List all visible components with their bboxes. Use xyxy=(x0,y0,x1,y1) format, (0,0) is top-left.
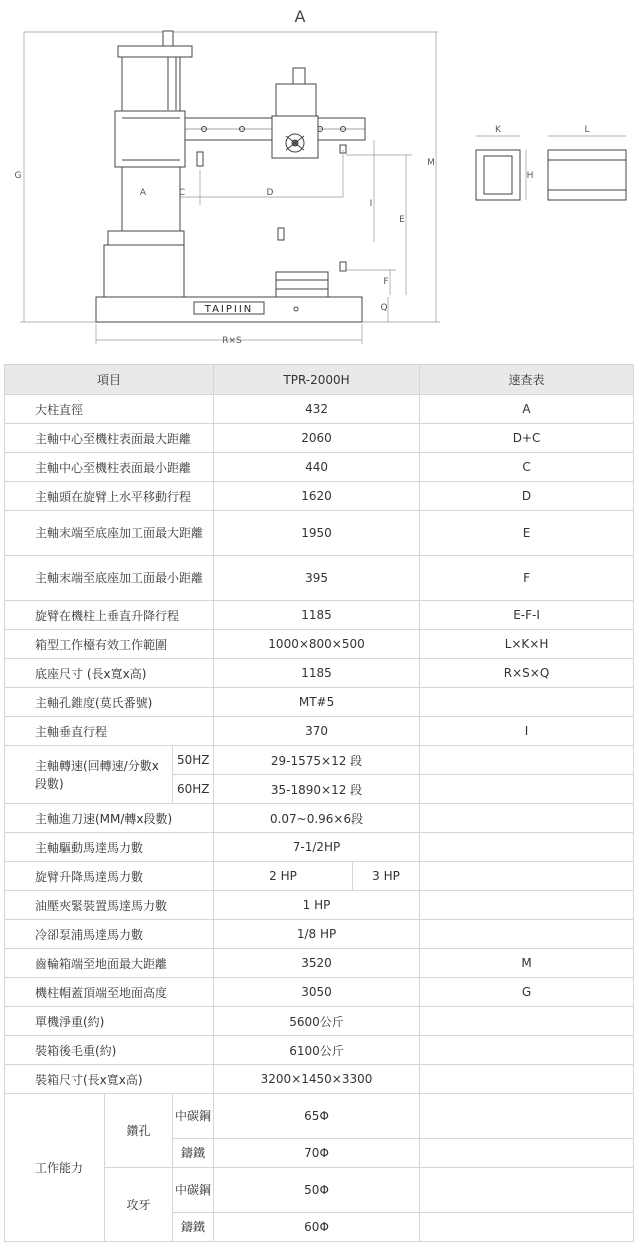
row-value: 1/8 HP xyxy=(214,920,420,949)
row-label: 主軸垂直行程 xyxy=(5,717,214,746)
table-row xyxy=(5,424,634,453)
row-label: 主軸末端至底座加工面最小距離 xyxy=(5,556,214,601)
row-label: 裝箱尺寸(長x寬x高) xyxy=(5,1065,214,1094)
row-value: 440 xyxy=(214,453,420,482)
feed-label: 主軸進刀速(MM/轉x段數) xyxy=(5,804,214,833)
row-label: 齒輪箱端至地面最大距離 xyxy=(5,949,214,978)
table-row xyxy=(5,659,634,688)
drill-iron-material: 鑄鐵 xyxy=(173,1139,214,1168)
table-row xyxy=(5,717,634,746)
table-row xyxy=(5,1094,634,1139)
dim-label-l: L xyxy=(584,125,590,135)
table-row xyxy=(5,891,634,920)
row-label: 底座尺寸 (長x寬x高) xyxy=(5,659,214,688)
brand-label: TAIPIIN xyxy=(204,304,254,315)
row-code: G xyxy=(420,978,634,1007)
table-row xyxy=(5,804,634,833)
row-code: L×K×H xyxy=(420,630,634,659)
row-label: 主軸頭在旋臂上水平移動行程 xyxy=(5,482,214,511)
dim-label-q: Q xyxy=(380,303,388,313)
row-code: I xyxy=(420,717,634,746)
row-label: 大柱直徑 xyxy=(5,395,214,424)
spindle-motor-code-empty xyxy=(420,833,634,862)
row-code xyxy=(420,891,634,920)
drill-iron-value: 70Φ xyxy=(214,1139,420,1168)
feed-value: 0.07~0.96×6段 xyxy=(214,804,420,833)
row-value: 5600公斤 xyxy=(214,1007,420,1036)
table-row xyxy=(5,556,634,601)
dim-label-d: D xyxy=(266,188,274,198)
arm-motor-code-empty xyxy=(420,862,634,891)
table-row xyxy=(5,949,634,978)
capacity-code-empty xyxy=(420,1213,634,1242)
table-row xyxy=(5,833,634,862)
row-value: 3200×1450×3300 xyxy=(214,1065,420,1094)
spec-rows-capacity xyxy=(5,1094,634,1242)
table-row xyxy=(5,1007,634,1036)
row-code: E xyxy=(420,511,634,556)
row-value: 1185 xyxy=(214,601,420,630)
row-value: 3050 xyxy=(214,978,420,1007)
spec-table xyxy=(4,364,634,1242)
tap-label: 攻牙 xyxy=(105,1168,173,1242)
table-row xyxy=(5,453,634,482)
row-code xyxy=(420,1065,634,1094)
dim-label-h: H xyxy=(526,171,534,181)
tap-iron-material: 鑄鐵 xyxy=(173,1213,214,1242)
table-row xyxy=(5,482,634,511)
row-label: 主軸中心至機柱表面最小距離 xyxy=(5,453,214,482)
drill-label: 鑽孔 xyxy=(105,1094,173,1168)
speed-code-empty xyxy=(420,746,634,775)
row-code: R×S×Q xyxy=(420,659,634,688)
table-row xyxy=(5,1036,634,1065)
table-row xyxy=(5,688,634,717)
capacity-code-empty xyxy=(420,1168,634,1213)
row-value: 6100公斤 xyxy=(214,1036,420,1065)
speed-code-empty xyxy=(420,775,634,804)
dim-label-a: A xyxy=(139,188,147,198)
table-row xyxy=(5,978,634,1007)
table-row xyxy=(5,630,634,659)
table-row xyxy=(5,746,634,775)
spec-rows-speed xyxy=(5,746,634,891)
row-label: 主軸末端至底座加工面最大距離 xyxy=(5,511,214,556)
drill-steel-value: 65Φ xyxy=(214,1094,420,1139)
tap-iron-value: 60Φ xyxy=(214,1213,420,1242)
dim-label-e: E xyxy=(399,215,405,225)
spec-rows-a xyxy=(5,395,634,746)
machine-drawing xyxy=(0,0,636,360)
tap-steel-value: 50Φ xyxy=(214,1168,420,1213)
table-header-row xyxy=(5,365,634,395)
dim-label-rxs: R×S xyxy=(222,336,242,346)
header-item: 項目 xyxy=(5,365,214,395)
spindle-motor-label: 主軸驅動馬達馬力數 xyxy=(5,833,214,862)
hz50-label: 50HZ xyxy=(173,746,214,775)
row-value: 370 xyxy=(214,717,420,746)
drill-steel-material: 中碳鋼 xyxy=(173,1094,214,1139)
row-value: 1950 xyxy=(214,511,420,556)
hz60-value: 35-1890×12 段 xyxy=(214,775,420,804)
dim-label-g: G xyxy=(14,171,22,181)
row-code: F xyxy=(420,556,634,601)
dim-label-f: F xyxy=(383,277,389,287)
table-row xyxy=(5,920,634,949)
row-label: 箱型工作檯有效工作範圍 xyxy=(5,630,214,659)
capacity-label: 工作能力 xyxy=(5,1094,105,1242)
header-model: TPR-2000H xyxy=(214,365,420,395)
table-row xyxy=(5,862,634,891)
hz60-label: 60HZ xyxy=(173,775,214,804)
spec-rows-b xyxy=(5,891,634,1094)
row-code: D xyxy=(420,482,634,511)
row-code xyxy=(420,920,634,949)
feed-code-empty xyxy=(420,804,634,833)
capacity-code-empty xyxy=(420,1094,634,1139)
row-code: A xyxy=(420,395,634,424)
row-code xyxy=(420,1036,634,1065)
row-value: 1620 xyxy=(214,482,420,511)
table-row xyxy=(5,511,634,556)
hz50-value: 29-1575×12 段 xyxy=(214,746,420,775)
table-row xyxy=(5,395,634,424)
row-code: M xyxy=(420,949,634,978)
row-value: 2060 xyxy=(214,424,420,453)
row-label: 裝箱後毛重(約) xyxy=(5,1036,214,1065)
arm-motor-value-a: 2 HP xyxy=(214,862,353,891)
header-quick-ref: 速查表 xyxy=(420,365,634,395)
row-code: C xyxy=(420,453,634,482)
row-value: 1185 xyxy=(214,659,420,688)
row-value: 1000×800×500 xyxy=(214,630,420,659)
row-label: 主軸中心至機柱表面最大距離 xyxy=(5,424,214,453)
row-label: 主軸孔錐度(莫氏番號) xyxy=(5,688,214,717)
arm-motor-label: 旋臂升降馬達馬力數 xyxy=(5,862,214,891)
dim-label-k: K xyxy=(495,125,501,135)
row-value: 1 HP xyxy=(214,891,420,920)
row-label: 旋臂在機柱上垂直升降行程 xyxy=(5,601,214,630)
dim-label-c: C xyxy=(178,188,186,198)
row-value: 432 xyxy=(214,395,420,424)
row-label: 單機淨重(約) xyxy=(5,1007,214,1036)
row-code xyxy=(420,688,634,717)
arm-motor-value-b: 3 HP xyxy=(353,862,420,891)
row-label: 油壓夾緊裝置馬達馬力數 xyxy=(5,891,214,920)
table-row xyxy=(5,1065,634,1094)
tap-steel-material: 中碳鋼 xyxy=(173,1168,214,1213)
row-value: 395 xyxy=(214,556,420,601)
row-value: 3520 xyxy=(214,949,420,978)
row-code: E-F-I xyxy=(420,601,634,630)
row-code: D+C xyxy=(420,424,634,453)
dim-label-i: I xyxy=(369,199,373,209)
spindle-motor-value: 7-1/2HP xyxy=(214,833,420,862)
dim-label-a-top: A xyxy=(294,7,306,26)
capacity-code-empty xyxy=(420,1139,634,1168)
row-label: 機柱帽蓋頂端至地面高度 xyxy=(5,978,214,1007)
spindle-speed-label: 主軸轉速(回轉速/分數x段數) xyxy=(5,746,173,804)
row-label: 冷卻泵浦馬達馬力數 xyxy=(5,920,214,949)
row-value: MT#5 xyxy=(214,688,420,717)
table-row xyxy=(5,601,634,630)
dim-label-m: M xyxy=(427,158,435,168)
row-code xyxy=(420,1007,634,1036)
